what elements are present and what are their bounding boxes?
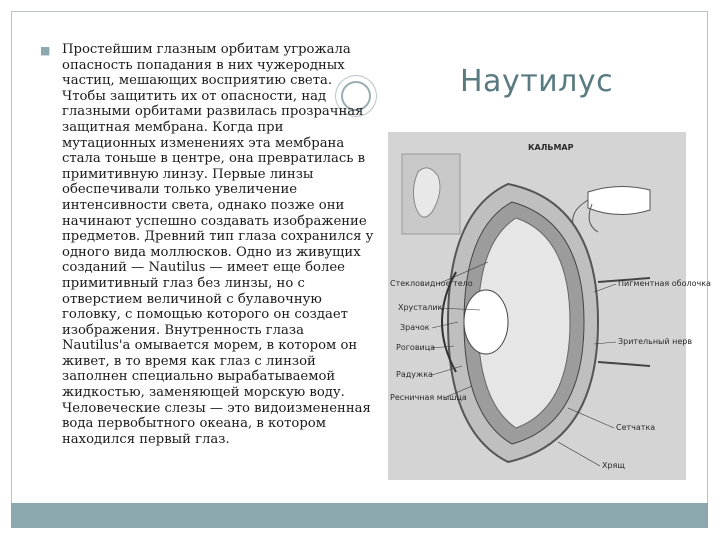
label-ciliary: Ресничная мышца [390,393,467,402]
body-text: Простейшим глазным орбитам угрожала опасность попадания в них чужеродных частиц, мешающих восприятию света. Чтобы защитить их от опасности, над глазными орбитами развилась прозрачная защитная мембрана. Когда при мутационных изменениях эта мембрана стала тоньше в центре, она превратилась в примитивную линзу. Первые линзы обеспечивали только увеличение интенсивности света, однако позже они начинают успешно создавать изображение предметов. Древний тип глаза сохранился у одного вида моллюсков. Одно из живущих созданий — Nautilus — имеет еще более примитивный глаз без линзы, но с отверстием величиной с булавочную головку, с помощью которого он создает изображения. Внутренность глаза Nautilus'а омывается морем, в котором он живет, в то время как глаз с линзой заполнен специально вырабатываемой жидкостью, заменяющей морскую воду. Человеческие слезы — это видоизмененная вода первобытного океана, в котором находился первый глаз. [62,42,374,447]
bullet-icon: ■ [40,44,51,57]
slide-title: Наутилус [460,64,614,99]
label-pupil: Зрачок [400,323,430,332]
label-pigment: Пигментная оболочка [618,279,711,288]
lens [464,290,508,354]
label-vitreous: Стекловидное тело [390,279,473,288]
label-iris: Радужка [396,370,433,379]
label-cornea: Роговица [396,343,436,352]
squid-eye-diagram [388,132,711,480]
figure-heading: КАЛЬМАР [528,143,574,152]
footer-band [11,503,708,528]
small-squid-icon [588,186,650,214]
label-cartilage: Хрящ [602,461,625,470]
label-lens: Хрусталик [398,303,443,312]
label-optic-nerve: Зрительный нерв [618,337,693,346]
label-retina: Сетчатка [616,423,656,432]
